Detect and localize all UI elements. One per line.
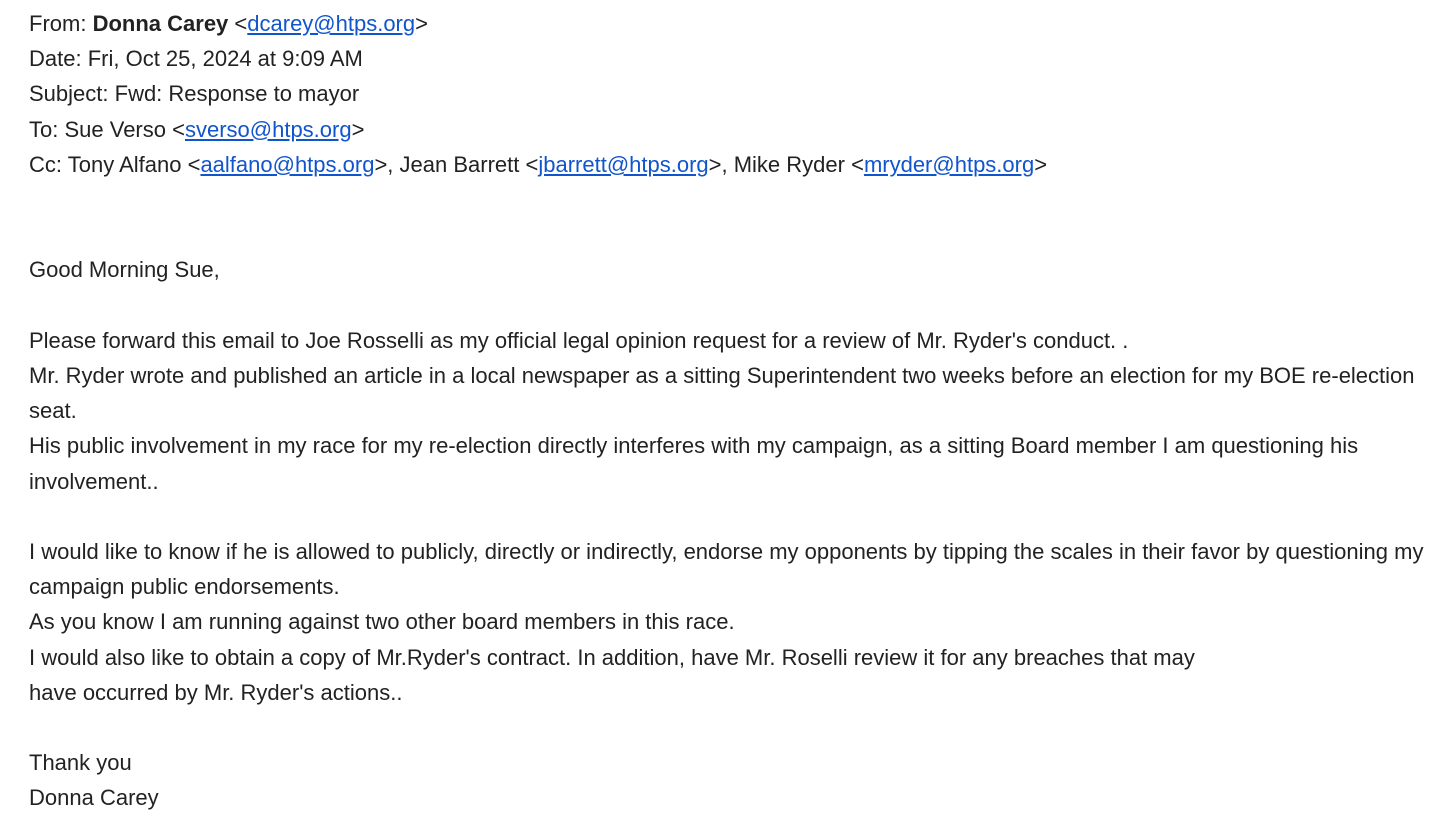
subject-value: Fwd: Response to mayor xyxy=(114,81,360,107)
closing: Thank you xyxy=(29,750,132,776)
cc-label: Cc: xyxy=(29,151,62,177)
cc-email-link[interactable]: mryder@htps.org xyxy=(863,151,1035,177)
to-email-link[interactable]: sverso@htps.org xyxy=(184,116,352,142)
cc-name: Tony Alfano xyxy=(67,151,182,177)
to-line: To: Sue Verso <sverso@htps.org> xyxy=(29,116,365,142)
sender-email-link[interactable]: dcarey@htps.org xyxy=(247,11,416,36)
body-line: Please forward this email to Joe Rosselli as my official legal opinion request for a review of Mr. Ryder's conduct. . xyxy=(29,327,1129,353)
greeting: Good Morning Sue, xyxy=(29,257,220,283)
spacer xyxy=(29,182,1424,217)
cc-name: Mike Ryder xyxy=(733,151,845,177)
body-line: I would also like to obtain a copy of Mr.Ryder's contract. In addition, have Mr. Roselli review it for any breaches that may xyxy=(29,644,1195,670)
email-message xyxy=(29,6,1424,816)
body-line: As you know I am running against two other board members in this race. xyxy=(29,609,735,635)
subject-label: Subject: xyxy=(29,81,109,107)
date-label: Date: xyxy=(29,46,82,72)
spacer xyxy=(29,288,1424,323)
body-line: have occurred by Mr. Ryder's actions.. xyxy=(29,679,403,705)
body-line: Mr. Ryder wrote and published an article in a local newspaper as a sitting Superintendent two weeks before an election for my BOE re-election seat. xyxy=(29,362,1415,424)
date-line xyxy=(29,41,1424,76)
spacer xyxy=(29,217,1424,252)
spacer xyxy=(29,499,1424,534)
to-name: Sue Verso xyxy=(64,116,166,142)
cc-email-link[interactable]: aalfano@htps.org xyxy=(200,151,375,177)
cc-line: Cc: Tony Alfano <aalfano@htps.org>, Jean Barrett <jbarrett@htps.org>, Mike Ryder <mryder@htps.org> xyxy=(29,151,1048,177)
body-line: His public involvement in my race for my re-election directly interferes with my campaign, as a sitting Board member I am questioning his involvement.. xyxy=(29,433,1359,494)
date-value: Fri, Oct 25, 2024 at 9:09 AM xyxy=(87,46,363,72)
subject-line xyxy=(29,76,1424,111)
to-label: To: xyxy=(29,116,59,142)
sender-name: Donna Carey xyxy=(92,11,229,36)
from-label: From: xyxy=(29,11,87,36)
spacer xyxy=(29,710,1424,745)
body-line: I would like to know if he is allowed to publicly, directly or indirectly, endorse my opponents by tipping the scales in their favor by questioning my campaign public endorsements. xyxy=(29,538,1424,600)
from-line: From: Donna Carey <dcarey@htps.org> xyxy=(29,11,428,36)
cc-name: Jean Barrett xyxy=(399,151,520,177)
cc-email-link[interactable]: jbarrett@htps.org xyxy=(538,151,709,177)
signature: Donna Carey xyxy=(29,785,159,811)
